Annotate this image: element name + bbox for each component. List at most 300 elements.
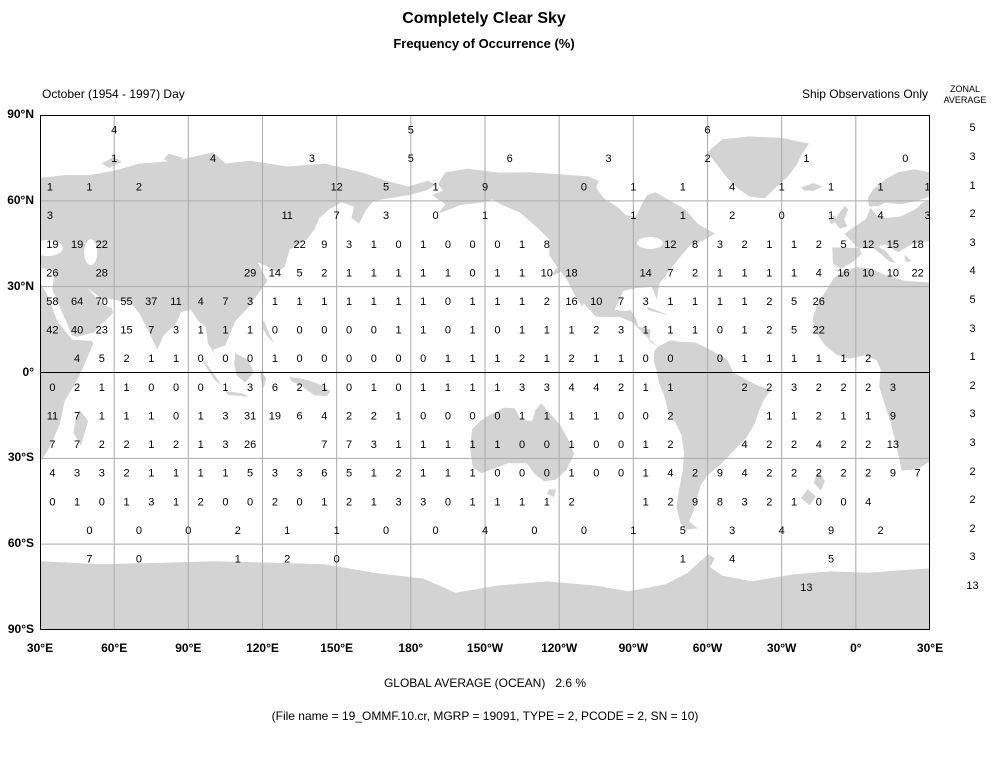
cell-value: 1 [370,496,377,509]
cell-value: 3 [271,467,278,480]
cell-value: 9 [889,467,896,480]
cell-value: 1 [494,381,501,394]
cell-value: 10 [886,267,900,280]
cell-value: 0 [778,210,785,223]
cell-value: 0 [617,467,625,480]
cell-value: 0 [98,496,105,509]
cell-value: 1 [98,381,105,394]
cell-value: 2 [815,381,822,394]
cell-value: 1 [494,296,501,308]
cell-value: 1 [642,467,649,480]
cell-value: 0 [543,439,550,451]
x-tick-label: 150°E [320,641,354,655]
cell-value: 1 [568,439,575,451]
cell-value: 42 [46,324,59,337]
cell-value: 2 [790,467,798,480]
cell-value: 3 [370,439,377,451]
cell-value: 3 [519,381,526,394]
cell-value: 2 [877,524,884,537]
cell-value: 22 [293,238,306,251]
land-sumatra [201,357,221,386]
cell-value: 0 [271,324,278,337]
cell-value: 0 [383,524,390,537]
cell-value: 1 [197,410,204,423]
cell-value: 40 [70,324,84,337]
cell-value: 0 [49,496,56,509]
cell-value: 1 [692,296,699,308]
zonal-header-line2: AVERAGE [943,95,987,105]
cell-value: 1 [296,296,303,308]
cell-value: 9 [321,238,328,251]
cell-value: 1 [395,267,402,280]
cell-value: 7 [74,439,81,451]
zonal-average-value: 13 [966,580,979,593]
cell-value: 2 [840,467,847,480]
y-tick-label: 60°S [7,536,34,551]
cell-value: 2 [345,410,353,423]
x-tick-label: 30°W [766,641,797,655]
cell-value: 2 [593,324,600,337]
cell-value: 1 [766,267,773,280]
cell-value: 2 [74,381,81,394]
cell-value: 5 [407,152,414,165]
zonal-average-value: 2 [969,522,976,535]
cell-value: 23 [95,324,108,337]
cell-value: 3 [247,296,254,308]
cell-value: 1 [469,381,476,394]
cell-value: 1 [74,496,81,509]
cell-value: 1 [519,238,526,251]
cell-value: 1 [568,324,575,337]
source-label: Ship Observations Only [801,87,928,101]
cell-value: 4 [568,381,575,394]
zonal-average-value: 3 [969,322,976,335]
cell-value: 7 [222,296,229,308]
cell-value: 2 [741,238,748,251]
cell-value: 1 [519,324,526,337]
cell-value: 4 [593,381,600,394]
cell-value: 0 [617,410,625,423]
cell-value: 22 [95,238,108,251]
cell-value: 2 [766,296,773,308]
cell-value: 2 [865,467,872,480]
cell-value: 6 [271,381,278,394]
cell-value: 0 [902,152,909,165]
cell-value: 2 [234,524,241,537]
cell-value: 1 [247,324,254,337]
cell-value: 3 [889,381,896,394]
cell-value: 1 [46,181,53,194]
cell-value: 1 [420,439,427,451]
cell-value: 1 [741,353,748,366]
cell-value: 0 [840,496,847,509]
cell-value: 7 [321,439,328,451]
cell-value: 1 [630,210,637,223]
cell-value: 1 [148,353,155,366]
cell-value: 5 [790,296,798,308]
cell-value: 3 [642,296,649,308]
cell-value: 1 [593,410,600,423]
cell-value: 3 [716,238,723,251]
cell-value: 1 [642,496,649,509]
cell-value: 1 [766,238,773,251]
cell-value: 1 [444,353,451,366]
cell-value: 26 [812,296,825,308]
land-greenland [708,137,809,199]
cell-value: 0 [444,238,451,251]
cell-value: 11 [46,410,59,423]
cell-value: 1 [420,324,427,337]
cell-value: 0 [519,467,526,480]
cell-value: 2 [568,353,575,366]
cell-value: 4 [667,467,674,480]
cell-value: 0 [494,324,501,337]
cell-value: 2 [692,467,699,480]
cell-value: 5 [345,467,353,480]
cell-value: 1 [469,496,476,509]
cell-value: 1 [98,410,105,423]
cell-value: 1 [444,439,451,451]
cell-value: 1 [543,496,550,509]
cell-value: 1 [148,467,155,480]
cell-value: 3 [790,381,798,394]
cell-value: 5 [840,238,847,251]
cell-value: 0 [469,267,476,280]
cell-value: 0 [370,353,377,366]
cell-value: 2 [197,496,204,509]
cell-value: 1 [543,324,550,337]
zonal-average-value: 1 [969,179,976,192]
cell-value: 0 [642,353,649,366]
cell-value: 0 [494,238,501,251]
cell-value: 0 [815,496,822,509]
cell-value: 18 [565,267,578,280]
cell-value: 3 [617,324,625,337]
cell-value: 4 [729,553,736,566]
cell-value: 0 [345,381,353,394]
cell-value: 1 [420,267,427,280]
cell-value: 7 [914,467,921,480]
cell-value: 1 [865,410,872,423]
cell-value: 3 [74,467,81,480]
cell-value: 0 [444,496,451,509]
cell-value: 0 [49,381,56,394]
x-tick-label: 60°W [692,641,723,655]
cell-value: 0 [580,181,587,194]
cell-value: 2 [98,439,105,451]
zonal-average-value: 2 [969,465,976,478]
cell-value: 1 [444,467,451,480]
cell-value: 1 [222,381,229,394]
land-java [225,391,249,397]
cell-value: 1 [692,324,699,337]
cell-value: 1 [420,296,427,308]
cell-value: 1 [642,324,649,337]
cell-value: 2 [296,381,303,394]
cell-value: 4 [877,210,884,223]
cell-value: 1 [370,238,377,251]
cell-value: 2 [815,238,822,251]
cell-value: 11 [281,210,293,223]
cell-value: 0 [135,553,142,566]
cell-value: 3 [98,467,105,480]
cell-value: 4 [815,267,822,280]
y-tick-label: 0° [22,364,34,379]
cell-value: 3 [148,496,155,509]
cell-value: 1 [667,324,674,337]
cell-value: 1 [222,324,229,337]
zonal-average-value: 3 [969,150,976,163]
cell-value: 0 [345,353,353,366]
cell-value: 1 [432,181,439,194]
land-cuba [647,307,669,316]
cell-value: 4 [741,467,748,480]
cell-value: 0 [617,439,625,451]
cell-value: 1 [271,296,278,308]
cell-value: 0 [593,439,600,451]
cell-value: 1 [148,439,155,451]
cell-value: 1 [924,181,930,194]
cell-value: 1 [284,524,291,537]
cell-value: 2 [172,439,180,451]
cell-value: 0 [432,524,439,537]
cell-value: 2 [766,439,773,451]
cell-value: 15 [886,238,900,251]
cell-value: 22 [812,324,825,337]
cell-value: 1 [494,496,501,509]
cell-value: 7 [49,439,56,451]
zonal-average-value: 3 [969,236,976,249]
cell-value: 0 [296,496,303,509]
y-tick-label: 90°N [7,107,34,121]
land-iceland [801,183,822,191]
cell-value: 1 [543,410,550,423]
cell-value: 1 [790,410,798,423]
cell-value: 0 [222,353,229,366]
cell-value: 1 [444,267,451,280]
cell-value: 2 [271,496,278,509]
zonal-average-value: 3 [969,408,976,421]
cell-value: 0 [444,296,451,308]
cell-value: 5 [828,553,835,566]
map-area [40,115,930,630]
cell-value: 1 [790,353,798,366]
cell-value: 3 [395,496,402,509]
cell-value: 2 [840,381,847,394]
cell-value: 0 [531,524,538,537]
cell-value: 2 [865,381,872,394]
cell-value: 6 [296,410,303,423]
y-tick-label: 90°S [7,622,34,636]
cell-value: 2 [865,439,872,451]
cell-value: 9 [481,181,489,194]
cell-value: 1 [617,353,625,366]
cell-value: 1 [667,381,674,394]
cell-value: 7 [333,210,340,223]
cell-value: 5 [247,467,254,480]
cell-value: 1 [877,181,884,194]
x-tick-label: 180° [398,641,424,655]
cell-value: 5 [296,267,303,280]
cell-value: 0 [86,524,93,537]
cell-value: 1 [395,324,402,337]
cell-value: 5 [407,124,414,137]
cell-value: 0 [593,467,600,480]
cell-value: 55 [120,296,133,308]
cell-value: 4 [74,353,81,366]
cell-value: 2 [123,353,130,366]
cell-value: 1 [679,181,686,194]
cell-value: 1 [741,296,748,308]
cell-value: 26 [243,439,257,451]
cell-value: 2 [395,467,402,480]
cell-value: 1 [148,410,155,423]
cell-value: 4 [111,124,118,137]
cell-value: 1 [766,410,773,423]
cell-value: 1 [840,353,847,366]
cell-value: 1 [172,467,180,480]
cell-value: 19 [70,238,84,251]
cell-value: 5 [790,324,798,337]
cell-value: 3 [172,324,180,337]
y-tick-label: 60°N [7,192,34,207]
cell-value: 1 [741,324,748,337]
cell-value: 2 [865,353,872,366]
cell-value: 3 [741,496,748,509]
cell-value: 5 [383,181,390,194]
cell-value: 1 [345,296,353,308]
y-tick-label: 30°N [7,278,34,293]
cell-value: 18 [911,238,924,251]
cell-value: 0 [135,524,142,537]
cell-value: 1 [333,524,340,537]
cell-value: 7 [86,553,93,566]
cell-value: 1 [642,439,649,451]
cell-value: 10 [862,267,875,280]
cell-value: 1 [469,467,476,480]
zonal-average-value: 3 [969,437,976,450]
cell-value: 15 [120,324,133,337]
x-tick-label: 90°E [175,641,202,655]
cell-value: 22 [911,267,924,280]
cell-value: 0 [321,324,328,337]
cell-value: 7 [74,410,81,423]
cell-value: 1 [519,496,526,509]
cell-value: 1 [568,410,575,423]
cell-value: 7 [667,267,674,280]
cell-value: 0 [172,410,180,423]
cell-value: 1 [123,381,130,394]
cell-value: 1 [222,467,229,480]
cell-value: 0 [395,353,402,366]
cell-value: 26 [46,267,59,280]
cell-value: 2 [123,439,130,451]
cell-value: 2 [321,267,328,280]
cell-value: 31 [243,410,257,423]
cell-value: 0 [370,324,377,337]
cell-value: 1 [543,353,550,366]
cell-value: 1 [271,353,278,366]
cell-value: 1 [679,553,686,566]
cell-value: 1 [370,267,377,280]
cell-value: 5 [98,353,105,366]
x-tick-label: 0° [850,641,862,655]
x-tick-label: 30°E [916,641,944,655]
x-tick-label: 150°W [466,641,504,655]
cell-value: 0 [642,410,649,423]
y-tick-label: 30°S [7,450,34,465]
cell-value: 4 [865,496,872,509]
cell-value: 1 [469,439,476,451]
cell-value: 2 [692,267,699,280]
x-tick-label: 120°W [541,641,578,655]
cell-value: 1 [519,410,526,423]
cell-value: 1 [642,381,649,394]
cell-value: 9 [889,410,896,423]
cell-value: 0 [395,381,402,394]
cell-value: 1 [469,353,476,366]
cell-value: 4 [197,296,204,308]
global-average-label: GLOBAL AVERAGE (OCEAN) 2.6 % [383,676,587,690]
cell-value: 1 [840,410,847,423]
cell-value: 1 [766,353,773,366]
cell-value: 3 [729,524,736,537]
cell-value: 2 [543,296,550,308]
cell-value: 0 [345,324,353,337]
x-tick-label: 30°E [26,641,54,655]
page-title: Completely Clear Sky [402,10,566,27]
cell-value: 9 [828,524,835,537]
cell-value: 1 [815,353,822,366]
cell-value: 2 [840,439,847,451]
cell-value: 0 [444,410,451,423]
cell-value: 6 [506,152,513,165]
cell-value: 3 [308,152,315,165]
zonal-average-value: 2 [969,494,976,507]
zonal-header-line1: ZONAL [949,84,980,94]
cell-value: 10 [590,296,603,308]
cell-value: 9 [716,467,723,480]
cell-value: 1 [494,353,501,366]
cell-value: 2 [815,410,822,423]
cell-value: 0 [296,353,303,366]
zonal-average-value: 1 [969,351,976,364]
cell-value: 4 [49,467,56,480]
cell-value: 12 [330,181,343,194]
cell-value: 7 [617,296,625,308]
cell-value: 1 [778,181,785,194]
cell-value: 8 [692,238,699,251]
zonal-average-value: 5 [969,122,976,135]
cell-value: 6 [704,124,711,137]
cell-value: 1 [172,496,180,509]
cell-value: 1 [667,296,674,308]
cell-value: 0 [469,238,476,251]
cell-value: 1 [630,181,637,194]
cell-value: 1 [716,267,723,280]
cell-value: 1 [481,210,489,223]
cell-value: 1 [593,353,600,366]
cell-value: 0 [395,238,402,251]
cell-value: 0 [716,353,723,366]
cell-value: 3 [296,467,303,480]
cell-value: 6 [321,467,328,480]
great-lakes [637,237,663,249]
cell-value: 2 [766,467,773,480]
land-new-zealand-south [801,489,816,505]
cell-value: 3 [543,381,550,394]
cell-value: 70 [95,296,108,308]
